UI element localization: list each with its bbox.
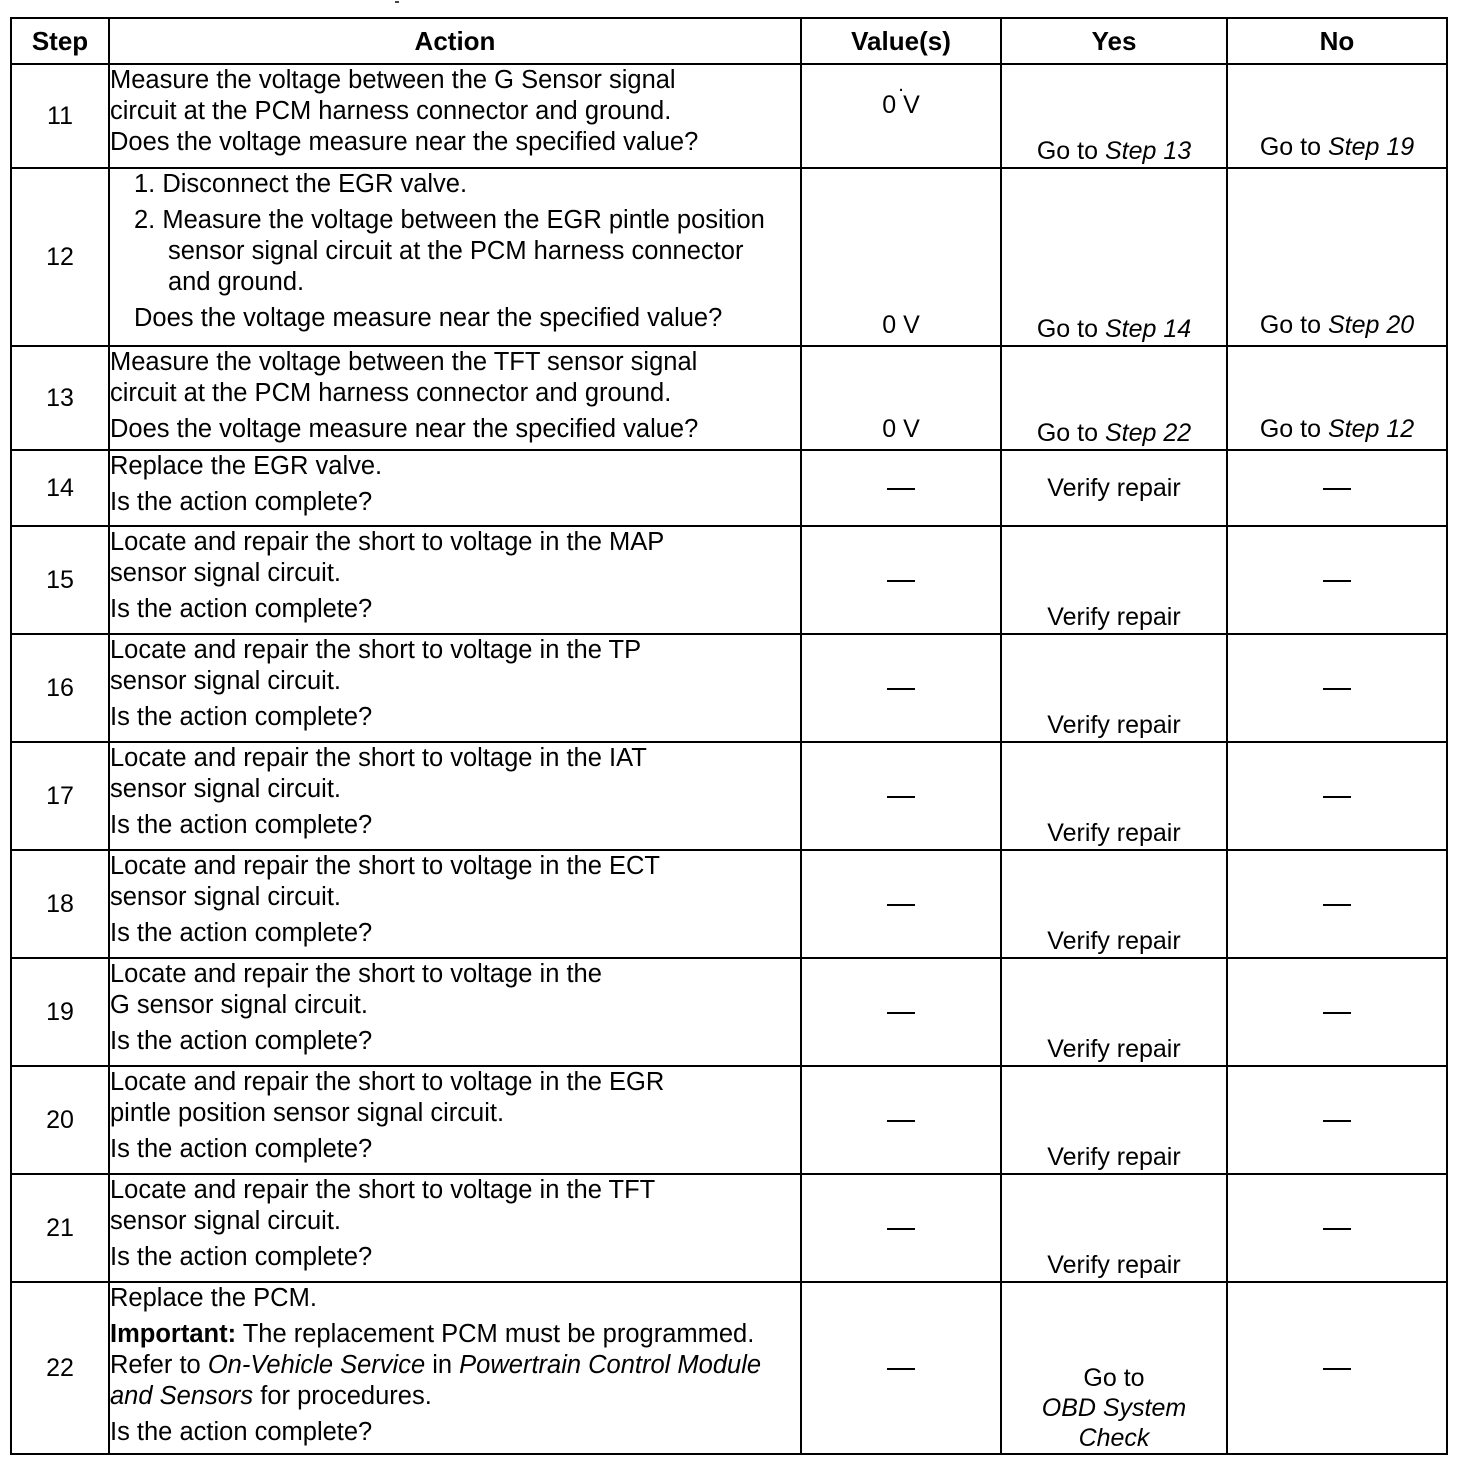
action-cell [109,168,801,346]
action-cell [109,1282,801,1454]
important-text: The replacement PCM must be programmed. Refer to [110,1320,755,1379]
no-cell [1227,634,1447,742]
action-line: Locate and repair the short to voltage in the TP [110,636,642,664]
dash-mark [887,1012,915,1014]
dash-mark [1323,904,1351,906]
action-question: Is the action complete? [110,1027,373,1055]
action-cell [109,1066,801,1174]
go-to-label: Go to [1036,419,1098,447]
action-cell [109,850,801,958]
no-cell [1227,168,1447,346]
action-line: circuit at the PCM harness connector and ground. [110,379,672,407]
header-step: Step [11,18,109,64]
step-number: 17 [11,742,109,850]
stray-dot: . [898,74,904,96]
dash-mark [887,488,915,490]
action-line: sensor signal circuit. [110,667,342,695]
no-step-link[interactable]: Step 19 [1327,133,1415,161]
action-cell [109,742,801,850]
value-text: 0 V [882,91,920,119]
go-to-label: Go to [1083,1364,1145,1392]
action-line: Locate and repair the short to voltage in the EGR [110,1068,665,1096]
value-cell [801,850,1001,958]
value-cell [801,64,1001,168]
yes-cell: Verify repair [1001,526,1227,634]
action-line: Replace the PCM. [110,1284,317,1312]
step-number: 22 [11,1282,109,1454]
step-number: 11 [11,64,109,168]
no-cell [1227,450,1447,526]
table-row [11,742,1447,850]
no-cell [1227,1174,1447,1282]
action-question: Does the voltage measure near the specified value? [110,128,699,156]
table-row [11,526,1447,634]
table-row [11,450,1447,526]
action-cell [109,526,801,634]
yes-cell: Verify repair [1001,634,1227,742]
action-cell [109,64,801,168]
tail-text: for procedures. [260,1382,432,1410]
header-row [11,18,1447,64]
action-line: sensor signal circuit. [110,1207,342,1235]
dash-mark [1323,488,1351,490]
action-line: sensor signal circuit. [110,883,342,911]
action-question: Does the voltage measure near the specified value? [110,415,699,443]
dash-mark [887,1120,915,1122]
table-row [11,168,1447,346]
yes-cell: Verify repair [1001,958,1227,1066]
in-text: in [432,1351,453,1379]
value-cell: 0 V [801,168,1001,346]
dash-mark [887,688,915,690]
yes-cell: Verify repair [1001,742,1227,850]
no-step-link[interactable]: Step 12 [1327,415,1415,443]
step-number: 21 [11,1174,109,1282]
step-number: 12 [11,168,109,346]
action-cell [109,958,801,1066]
no-cell [1227,958,1447,1066]
yes-cell: Verify repair [1001,1066,1227,1174]
no-cell [1227,1282,1447,1454]
go-to-label: Go to [1036,137,1098,165]
step-number: 16 [11,634,109,742]
table-row [11,850,1447,958]
no-cell [1227,346,1447,450]
step-number: 18 [11,850,109,958]
yes-cell [1001,64,1227,168]
header-no: No [1227,18,1447,64]
value-cell [801,958,1001,1066]
action-line: sensor signal circuit. [110,775,342,803]
no-cell [1227,742,1447,850]
action-line: circuit at the PCM harness connector and ground. [110,97,672,125]
no-step-link[interactable]: Step 20 [1327,311,1415,339]
value-cell [801,450,1001,526]
value-cell [801,1174,1001,1282]
ref-on-vehicle-service: On-Vehicle Service [207,1351,426,1379]
yes-cell [1001,346,1227,450]
action-question: Is the action complete? [110,1418,373,1446]
dash-mark [887,1228,915,1230]
table-row [11,1282,1447,1454]
dash-mark [1323,1228,1351,1230]
step-number: 15 [11,526,109,634]
yes-cell: Verify repair [1001,450,1227,526]
action-question: Is the action complete? [110,488,373,516]
header-action: Action [109,18,801,64]
action-question: Is the action complete? [110,919,373,947]
action-line: Locate and repair the short to voltage in the IAT [110,744,647,772]
important-label: Important: [110,1320,237,1348]
action-cell [109,634,801,742]
yes-step-link[interactable]: Step 14 [1104,315,1192,343]
dash-mark [887,796,915,798]
step-number: 14 [11,450,109,526]
action-question: Is the action complete? [110,595,373,623]
no-cell [1227,64,1447,168]
diagnostic-table [10,17,1448,1455]
yes-cell: Verify repair [1001,1174,1227,1282]
action-question: Is the action complete? [110,703,373,731]
action-question: Does the voltage measure near the specified value? [134,304,723,332]
action-line: G sensor signal circuit. [110,991,368,1019]
value-cell: 0 V [801,346,1001,450]
table-row [11,64,1447,168]
yes-cell [1001,1282,1227,1454]
table-row [11,958,1447,1066]
dash-mark [1323,688,1351,690]
no-cell [1227,526,1447,634]
header-values: Value(s) [801,18,1001,64]
dash-mark [1323,796,1351,798]
dash-mark [1323,1012,1351,1014]
yes-step-link[interactable]: Step 22 [1104,419,1192,447]
go-to-label: Go to [1259,415,1321,443]
dash-mark [1323,580,1351,582]
dash-mark [1323,1368,1351,1370]
table-row [11,346,1447,450]
action-cell [109,346,801,450]
go-to-label: Go to [1036,315,1098,343]
value-cell [801,526,1001,634]
action-step-item: 2. Measure the voltage between the EGR pintle position sensor signal circuit at the PCM harness connector and ground. [134,206,765,296]
table-row [11,1066,1447,1174]
value-cell [801,1066,1001,1174]
action-line: Locate and repair the short to voltage in the ECT [110,852,660,880]
scan-mark [395,1,399,3]
dash-mark [887,580,915,582]
action-line: Locate and repair the short to voltage in the TFT [110,1176,656,1204]
important-note [110,1319,786,1412]
value-cell [801,634,1001,742]
no-cell [1227,850,1447,958]
header-yes: Yes [1001,18,1227,64]
table-row [11,634,1447,742]
step-number: 19 [11,958,109,1066]
dash-mark [887,1368,915,1370]
value-cell [801,742,1001,850]
action-line: pintle position sensor signal circuit. [110,1099,505,1127]
yes-step-link[interactable]: Step 13 [1104,137,1192,165]
action-cell [109,1174,801,1282]
action-line: Locate and repair the short to voltage in the [110,960,602,988]
no-cell [1227,1066,1447,1174]
action-line: Replace the EGR valve. [110,452,383,480]
action-step-item: 1. Disconnect the EGR valve. [134,170,468,198]
action-line: Measure the voltage between the G Sensor signal [110,66,676,94]
ref-powertrain: Powertrain Control Module and Sensors [110,1351,762,1410]
action-line: Locate and repair the short to voltage in the MAP [110,528,665,556]
step-number: 20 [11,1066,109,1174]
go-to-label: Go to [1259,133,1321,161]
obd-system-check-link[interactable]: OBD System Check [1041,1394,1187,1452]
yes-cell: Verify repair [1001,850,1227,958]
dash-mark [887,904,915,906]
go-to-label: Go to [1259,311,1321,339]
dash-mark [1323,1120,1351,1122]
step-number: 13 [11,346,109,450]
table-row [11,1174,1447,1282]
action-line: sensor signal circuit. [110,559,342,587]
yes-cell [1001,168,1227,346]
action-question: Is the action complete? [110,811,373,839]
action-line: Measure the voltage between the TFT sensor signal [110,348,698,376]
action-cell [109,450,801,526]
value-cell [801,1282,1001,1454]
action-question: Is the action complete? [110,1135,373,1163]
action-question: Is the action complete? [110,1243,373,1271]
